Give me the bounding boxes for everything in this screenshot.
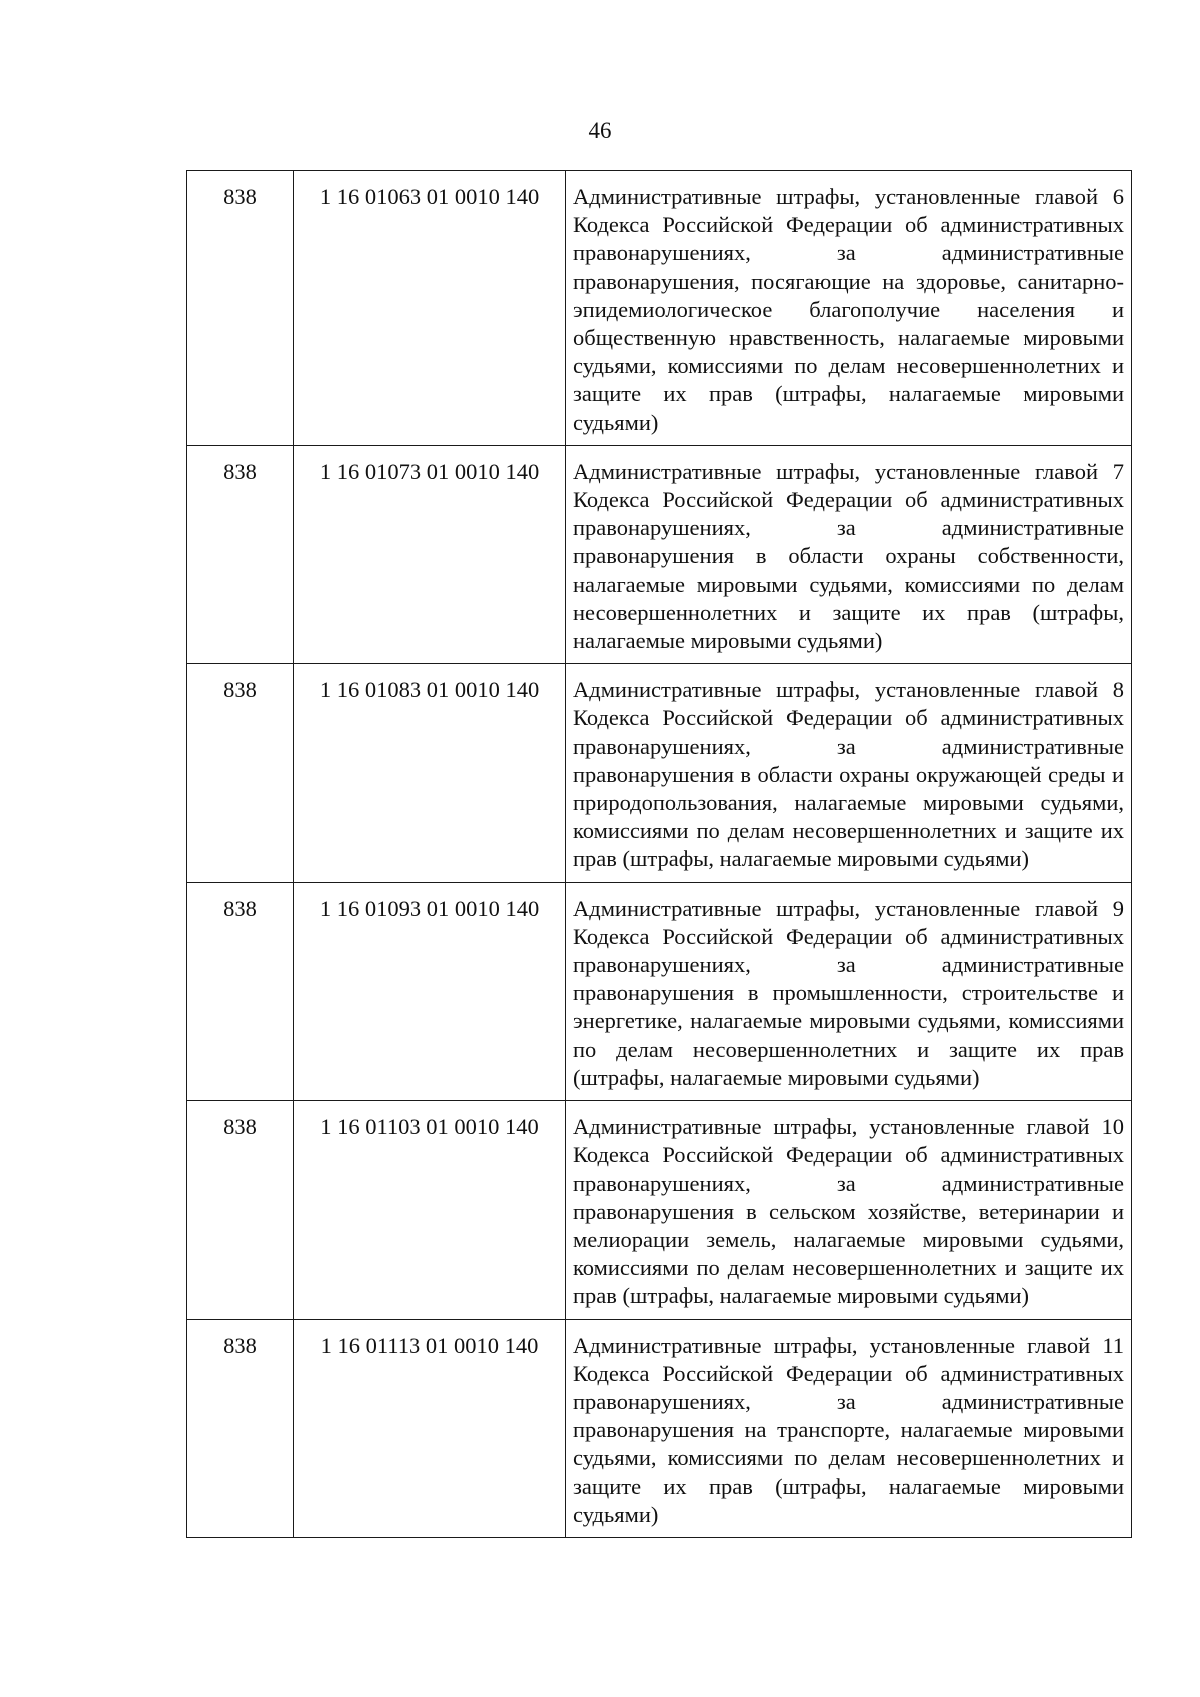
table-row [187,445,1132,663]
budget-codes-table [186,170,1132,1538]
admin-code-cell: 838 [187,1101,294,1319]
budget-code-cell: 1 16 01103 01 0010 140 [294,1101,566,1319]
admin-code-cell: 838 [187,445,294,663]
description-cell: Административные штрафы, установленные главой 8 Кодекса Российской Федерации об административных правонарушениях, за административные правонарушения в области охраны окружающей среды и природопользования, налагаемые мировыми судьями, комиссиями по делам несовершеннолетних и защите их прав (штрафы, налагаемые мировыми судьями) [566,664,1132,882]
admin-code-cell: 838 [187,171,294,446]
table-row [187,882,1132,1100]
admin-code-cell: 838 [187,1319,294,1537]
budget-code-cell: 1 16 01063 01 0010 140 [294,171,566,446]
description-cell: Административные штрафы, установленные главой 10 Кодекса Российской Федерации об административных правонарушениях, за административные правонарушения в сельском хозяйстве, ветеринарии и мелиорации земель, налагаемые мировыми судьями, комиссиями по делам несовершеннолетних и защите их прав (штрафы, налагаемые мировыми судьями) [566,1101,1132,1319]
budget-code-cell: 1 16 01113 01 0010 140 [294,1319,566,1537]
description-cell: Административные штрафы, установленные главой 6 Кодекса Российской Федерации об административных правонарушениях, за административные правонарушения, посягающие на здоровье, санитарно-эпидемиологическое благополучие населения и общественную нравственность, налагаемые мировыми судьями, комиссиями по делам несовершеннолетних и защите их прав (штрафы, налагаемые мировыми судьями) [566,171,1132,446]
admin-code-cell: 838 [187,664,294,882]
table-row [187,1101,1132,1319]
table-row [187,664,1132,882]
description-cell: Административные штрафы, установленные главой 7 Кодекса Российской Федерации об административных правонарушениях, за административные правонарушения в области охраны собственности, налагаемые мировыми судьями, комиссиями по делам несовершеннолетних и защите их прав (штрафы, налагаемые мировыми судьями) [566,445,1132,663]
budget-code-cell: 1 16 01083 01 0010 140 [294,664,566,882]
page-number: 46 [588,118,612,143]
description-cell: Административные штрафы, установленные главой 11 Кодекса Российской Федерации об административных правонарушениях, за административные правонарушения на транспорте, налагаемые мировыми судьями, комиссиями по делам несовершеннолетних и защите их прав (штрафы, налагаемые мировыми судьями) [566,1319,1132,1537]
budget-code-cell: 1 16 01073 01 0010 140 [294,445,566,663]
description-cell: Административные штрафы, установленные главой 9 Кодекса Российской Федерации об административных правонарушениях, за административные правонарушения в промышленности, строительстве и энергетике, налагаемые мировыми судьями, комиссиями по делам несовершеннолетних и защите их прав (штрафы, налагаемые мировыми судьями) [566,882,1132,1100]
table-row [187,1319,1132,1537]
budget-code-cell: 1 16 01093 01 0010 140 [294,882,566,1100]
admin-code-cell: 838 [187,882,294,1100]
table-row [187,171,1132,446]
